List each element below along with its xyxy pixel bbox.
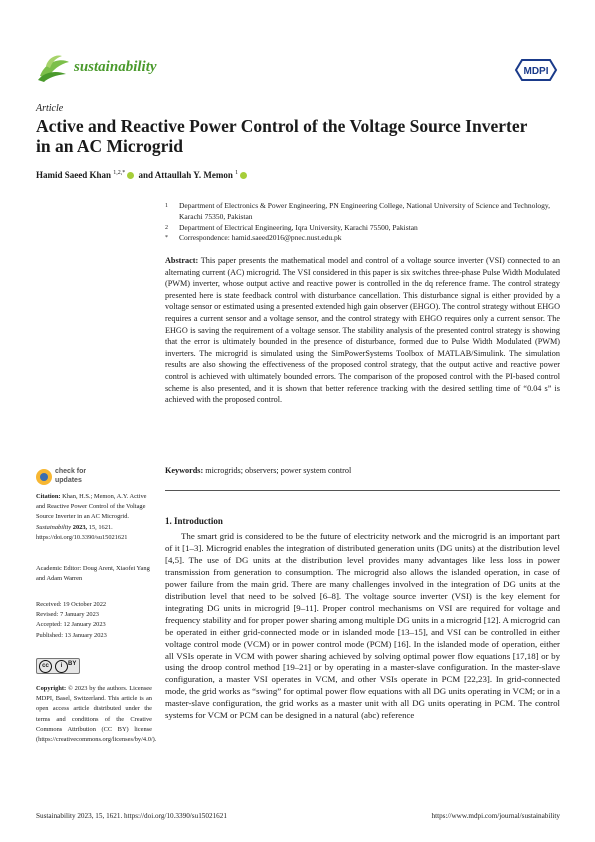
abstract-text: This paper presents the mathematical model and control of a voltage source inverter (VSI) connected to an alternating current (AC) microgrid. The VSI considered in this paper is six switches three-phase Pulse Width Modulated (PWM) inverter, whose output active and reactive power is controlled in the dq reference frame. The control strategy presented here is state feedback control with disturbance cancellation. This disturbance signal is either provided by a voltage sensor or estimated using a presented extended high gain observer (EHGO). The control strategy without EHGO requires a current sensor and a voltage sensor, and the control strategy with EHGO requires only a current sensor. The EHGO is saving the requirement of a voltage sensor. The stability analysis of the presented control strategy is showing that the error is ultimately bounded in the presence of disturbance, formed due to Pulse Width Modulated (PWM) inverters. The microgrid is simulated using the SimPowerSystems Toolbox of MATLAB/Simulink. The simulation results are also showing the effectiveness of the proposed control strategy, that the output active and reactive power control is achieved with ultimately bounded errors. The comparison of the proposed control with the PI-based control scheme is also presented, and it is shown that better reference tracking with the desired settling time of “0.04 s” is achieved with the proposed control. [165,256,560,405]
affiliation-number: 2 [165,224,168,231]
author-name[interactable]: Attaullah Y. Memon [154,170,233,180]
check-updates-icon-inner [40,473,48,481]
orcid-icon[interactable] [127,172,134,179]
citation-journal: Sustainability [36,523,72,531]
keywords-text: microgrids; observers; power system control [205,466,352,475]
affiliation-item [165,223,560,234]
citation-label: Citation: [36,493,61,500]
sustainability-logo-icon [36,52,72,84]
date-revised: Revised: 7 January 2023 [36,611,100,619]
footer-journal-url[interactable]: https://www.mdpi.com/journal/sustainability [431,812,560,820]
citation-year: 2023, [72,523,88,531]
affiliations [165,201,560,244]
abstract-label: Abstract: [165,256,199,265]
author-name[interactable]: Hamid Saeed Khan [36,170,112,180]
mdpi-logo-text: MDPI [523,66,549,77]
date-published: Published: 13 January 2023 [36,631,107,639]
mdpi-logo-icon [514,58,558,82]
affiliation-text: Department of Electrical Engineering, Iqra University, Karachi 75500, Pakistan [179,222,418,232]
check-updates-line2: updates [55,477,82,484]
affiliation-item [165,233,560,244]
citation-doi[interactable]: 15, 1621. https://doi.org/10.3390/su15021621 [36,523,128,541]
article-title: Active and Reactive Power Control of the Voltage Source Inverter in an AC Microgrid [36,116,528,156]
citation-block [36,492,152,543]
abstract [165,255,560,406]
copyright-block [36,684,157,745]
keywords [165,466,560,475]
check-updates-line1: check for [55,468,87,475]
affiliation-text: Department of Electronics & Power Engineering, PN Engineering College, National University of Science and Technology, Karachi 75350, Pakistan [179,201,551,221]
author-separator: and [138,170,154,180]
dates-block [36,600,152,641]
cc-icon: cc [39,660,52,673]
author-affil-marker: 1 [235,170,239,176]
check-for-updates-button[interactable] [36,467,96,489]
affiliation-number: 1 [165,203,168,209]
article-type: Article [36,103,64,114]
copyright-label: Copyright: [36,685,67,692]
orcid-icon[interactable] [240,172,247,179]
copyright-text: © 2023 by the authors. Licensee MDPI, Basel, Switzerland. This article is an open access article distributed under the terms and conditions of the Creative Commons Attribution (CC BY) license (https://creativecommons.org/licenses/by/4.0/). [36,685,157,744]
academic-editor: Academic Editor: Doug Arent, Xiaofei Yang and Adam Warren [36,565,150,583]
divider [165,490,560,491]
correspondence-text[interactable]: Correspondence: hamid.saeed2016@pnec.nust.edu.pk [179,233,342,243]
date-received: Received: 19 October 2022 [36,601,107,608]
author-affil-marker: 1,2,* [113,170,126,176]
citation-text: Khan, H.S.; Memon, A.Y. Active and Reactive Power Control of the Voltage Source Inverter in an AC Microgrid. [36,493,147,521]
section-heading: 1. Introduction [165,516,223,526]
date-accepted: Accepted: 12 January 2023 [36,621,106,629]
affiliation-item [165,201,560,223]
journal-name: sustainability [74,59,157,75]
cc-by-license-badge[interactable] [36,658,80,674]
body-paragraph: The smart grid is considered to be the future of electricity network and the microgrid is an important part of it [1–3]. Microgrid enables the integration of distributed generation units (DG units) at the distribution level [4,5]. The use of DG units at the distribution level provides many advantages like less loss in power transmission from generation to consumption. The microgrid also allows the islanded operation, in case of power failure from the main grid. There are many challenges involved in the integration of DG units at the distribution level that need to be solved [6–8]. The voltage source inverter (VSI) is the key element for integrating DG units in microgrid [9–11]. Proper control mechanisms on VSI are required for voltage and frequency stability and for proper power sharing among multiple DG units in a microgrid [12]. A microgrid can be operated in either grid-connected mode or in islanded mode [13–15], and VSI can be controlled in either voltage control mode (VCM) or in power control mode (PCM) [16]. In the islanded mode of operation, either all VSIs operate in VCM with power sharing achieved by solving optimal power flow equations [17,18] or by using the droop control method [19–21] or by operating in a master-slave configuration. In the master-slave configuration, a master VSI operates in VCM, and other VSIs operate in PCM [22,23]. In grid-connected mode, the grid works as “swing” for optimal power flow equations with all DG units operating in VCM; or in a master-slave configuration, the grid works as a master unit with all DG units operating in PCM. The control systems for VCM or PCM can be designed in a natural (abc) reference [165,531,560,721]
author-list [36,170,249,180]
footer-citation[interactable]: Sustainability 2023, 15, 1621. https://doi.org/10.3390/su15021621 [36,812,227,820]
cc-by-text: BY [68,661,77,667]
attribution-icon: i [55,660,68,673]
keywords-label: Keywords: [165,466,204,475]
affiliation-number: * [165,235,168,242]
